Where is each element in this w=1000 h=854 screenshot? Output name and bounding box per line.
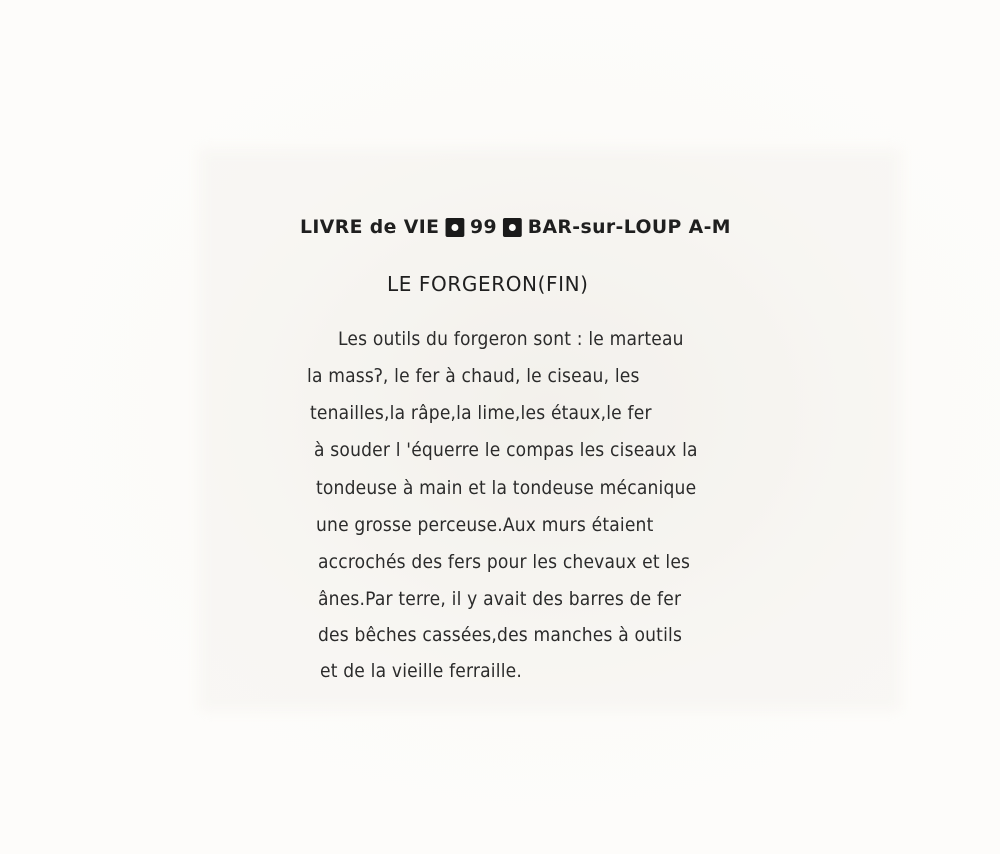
- article-title: LE FORGERON(FIN): [387, 272, 589, 296]
- text-line: à souder l 'équerre le compas les ciseaux la: [314, 439, 698, 461]
- header-journal-name: LIVRE de VIE: [300, 216, 440, 238]
- text-line: tenailles,la râpe,la lime,les étaux,le fer: [310, 402, 652, 424]
- text-line: tondeuse à main et la tondeuse mécanique: [316, 477, 697, 499]
- journal-header: [300, 216, 775, 238]
- ornament-stamp-icon: [503, 218, 522, 237]
- text-line: une grosse perceuse.Aux murs étaient: [316, 514, 654, 536]
- text-line: ânes.Par terre, il y avait des barres de fer: [318, 588, 682, 610]
- text-line: des bêches cassées,des manches à outils: [318, 624, 683, 646]
- header-issue-number: 99: [470, 216, 498, 238]
- text-line: et de la vieille ferraille.: [320, 660, 522, 682]
- header-location: BAR-sur-LOUP A-M: [527, 216, 731, 238]
- text-line: Les outils du forgeron sont : le marteau: [338, 328, 684, 350]
- text-line: accrochés des fers pour les chevaux et les: [318, 551, 691, 573]
- text-line: la massʔ, le fer à chaud, le ciseau, les: [307, 365, 640, 387]
- ornament-stamp-icon: [445, 218, 464, 237]
